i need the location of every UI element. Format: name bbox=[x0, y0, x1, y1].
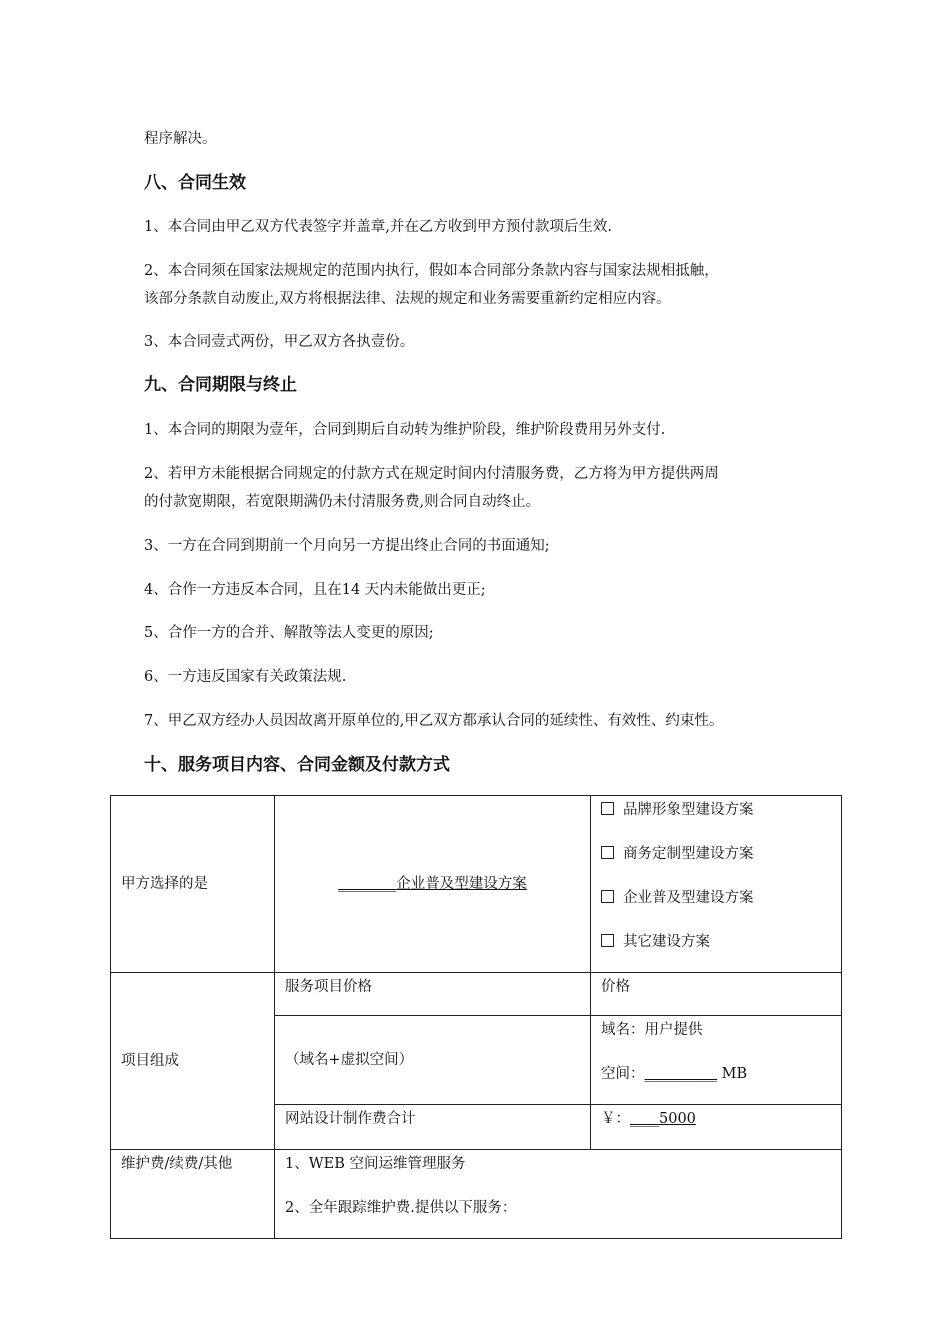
plan-option-label: 其它建设方案 bbox=[623, 934, 710, 950]
plan-option-label: 品牌形象型建设方案 bbox=[623, 802, 754, 818]
checkbox-icon[interactable] bbox=[601, 934, 614, 947]
design-total-value: ____5000 bbox=[630, 1111, 696, 1127]
project-composition-cell bbox=[111, 973, 275, 1150]
selected-plan-cell bbox=[275, 796, 591, 973]
plan-option-2[interactable] bbox=[601, 840, 831, 884]
maintenance-content-cell bbox=[275, 1150, 842, 1239]
space-value: __________ bbox=[644, 1066, 717, 1082]
maintenance-item-2: 2、全年跟踪维护费.提供以下服务： bbox=[285, 1200, 517, 1216]
plan-option-3[interactable] bbox=[601, 884, 831, 928]
currency-label: ￥： bbox=[601, 1111, 630, 1127]
section-8-heading: 八、合同生效 bbox=[144, 173, 246, 193]
checkbox-icon[interactable] bbox=[601, 846, 614, 859]
section-9-item-1: 1、本合同的期限为壹年，合同到期后自动转为维护阶段，维护阶段费用另外支付. bbox=[144, 422, 666, 438]
design-total-value-cell bbox=[591, 1105, 842, 1150]
checkbox-icon[interactable] bbox=[601, 802, 614, 815]
checkbox-icon[interactable] bbox=[601, 890, 614, 903]
price-label: 价格 bbox=[601, 979, 630, 995]
selection-label: 甲方选择的是 bbox=[121, 876, 208, 892]
section-9-item-7: 7、甲乙双方经办人员因故离开原单位的,甲乙双方都承认合同的延续性、有效性、约束性。 bbox=[144, 713, 724, 729]
section-9-item-2-line-1: 2、若甲方未能根据合同规定的付款方式在规定时间内付清服务费，乙方将为甲方提供两周 bbox=[144, 466, 719, 482]
domain-space-label-cell bbox=[275, 1016, 591, 1105]
design-total-label: 网站设计制作费合计 bbox=[285, 1111, 416, 1127]
selection-label-cell bbox=[111, 796, 275, 973]
plan-option-label: 商务定制型建设方案 bbox=[623, 846, 754, 862]
section-8-item-2-line-1: 2、本合同须在国家法规规定的范围内执行，假如本合同部分条款内容与国家法规相抵触， bbox=[144, 263, 719, 279]
section-10-heading: 十、服务项目内容、合同金额及付款方式 bbox=[144, 755, 450, 775]
space-label: 空间： bbox=[601, 1066, 645, 1082]
plan-option-4[interactable] bbox=[601, 928, 831, 972]
maintenance-label: 维护费/续费/其他 bbox=[121, 1156, 233, 1172]
plan-option-label: 企业普及型建设方案 bbox=[623, 890, 754, 906]
plan-option-1[interactable] bbox=[601, 796, 831, 840]
domain-space-label: （域名+虚拟空间） bbox=[285, 1052, 414, 1068]
domain-space-value-cell bbox=[591, 1016, 842, 1105]
section-9-heading: 九、合同期限与终止 bbox=[144, 375, 297, 395]
price-label-cell bbox=[591, 973, 842, 1016]
space-unit: MB bbox=[721, 1066, 748, 1082]
section-8-item-1: 1、本合同由甲乙双方代表签字并盖章,并在乙方收到甲方预付款项后生效. bbox=[144, 219, 612, 235]
section-9-item-4: 4、合作一方违反本合同，且在14 天内未能做出更正; bbox=[144, 582, 486, 598]
section-8-item-3: 3、本合同壹式两份，甲乙双方各执壹份。 bbox=[144, 334, 415, 350]
service-price-label: 服务项目价格 bbox=[285, 979, 372, 995]
project-composition-label: 项目组成 bbox=[121, 1053, 179, 1069]
selected-plan: 企业普及型建设方案 bbox=[396, 876, 527, 892]
section-9-item-5: 5、合作一方的合并、解散等法人变更的原因; bbox=[144, 625, 434, 641]
service-table bbox=[110, 795, 842, 1239]
maintenance-item-1: 1、WEB 空间运维管理服务 bbox=[285, 1156, 466, 1172]
maintenance-label-cell bbox=[111, 1150, 275, 1239]
section-9-item-2-line-2: 的付款宽期限，若宽限期满仍未付清服务费,则合同自动终止。 bbox=[144, 494, 541, 510]
service-price-label-cell bbox=[275, 973, 591, 1016]
section-9-item-3: 3、一方在合同到期前一个月向另一方提出终止合同的书面通知; bbox=[144, 538, 550, 554]
table-row-price-header bbox=[111, 973, 842, 1016]
section-9-item-6: 6、一方违反国家有关政策法规. bbox=[144, 669, 347, 685]
section-8-item-2-line-2: 该部分条款自动废止,双方将根据法律、法规的规定和业务需要重新约定相应内容。 bbox=[144, 291, 671, 307]
space-line bbox=[601, 1060, 831, 1104]
table-row-maintenance bbox=[111, 1150, 842, 1239]
paragraph-intro: 程序解决。 bbox=[144, 131, 217, 147]
selected-plan-blank: ________ bbox=[338, 876, 397, 892]
plan-options-cell bbox=[591, 796, 842, 973]
design-total-label-cell bbox=[275, 1105, 591, 1150]
table-row-selection bbox=[111, 796, 842, 973]
domain-value: 域名：用户提供 bbox=[601, 1022, 703, 1038]
